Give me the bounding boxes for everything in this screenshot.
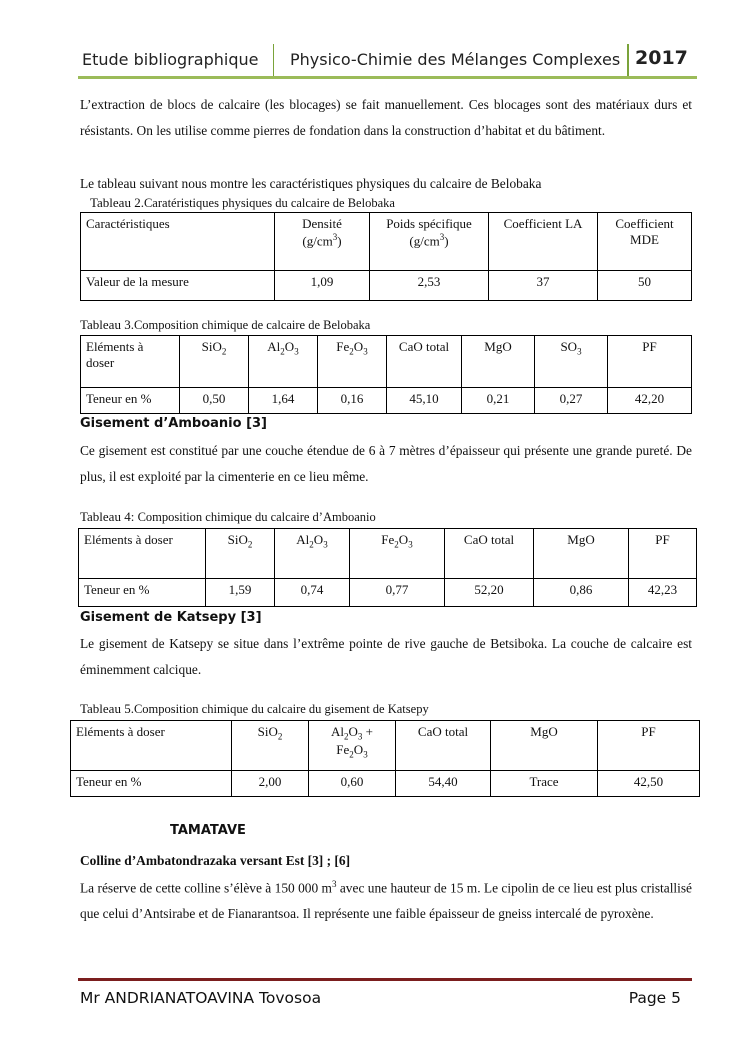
footer-author: Mr ANDRIANATOAVINA Tovosoa (80, 989, 322, 1007)
section-heading: Gisement de Katsepy [3] (80, 610, 262, 625)
footer-rule (78, 978, 692, 981)
table-row (79, 579, 697, 607)
cell: 50 (598, 271, 692, 301)
table-header: MgO (491, 721, 598, 771)
cell: 42,23 (629, 579, 697, 607)
cell: 0,74 (275, 579, 350, 607)
table-row (81, 271, 692, 301)
table-header: CaO total (445, 529, 534, 579)
row-label: Teneur en % (71, 771, 232, 797)
header-divider (273, 44, 274, 78)
header-year: 2017 (635, 47, 688, 69)
footer-page: Page 5 (628, 989, 681, 1007)
header-center: Physico-Chimie des Mélanges Complexes (290, 50, 621, 69)
subheading: Colline d’Ambatondrazaka versant Est [3] ; [6] (80, 853, 351, 868)
table-header: PF (598, 721, 700, 771)
table2-caption: Tableau 2.Caratéristiques physiques du calcaire de Belobaka (90, 195, 395, 210)
cell: 37 (489, 271, 598, 301)
cell: 1,64 (249, 388, 318, 414)
row-label: Teneur en % (81, 388, 180, 414)
table-header: Eléments à doser (81, 336, 180, 388)
table-header: $SO_3$ (535, 336, 608, 388)
cell: 1,59 (206, 579, 275, 607)
table-header: Densité $(g/cm^3)$ (275, 213, 370, 271)
table-header: CaO total (396, 721, 491, 771)
header-rule (78, 76, 697, 79)
table-header: PF (629, 529, 697, 579)
section-heading: TAMATAVE (170, 823, 246, 838)
table-header: SiO$_2$ (232, 721, 309, 771)
table-header: Coefficient MDE (598, 213, 692, 271)
cell: 42,20 (608, 388, 692, 414)
table3-caption: Tableau 3.Composition chimique de calcaire de Belobaka (80, 317, 371, 332)
table3 (80, 335, 692, 414)
table-row (71, 771, 700, 797)
table-header: Eléments à doser (79, 529, 206, 579)
katsepy-paragraph: Le gisement de Katsepy se situe dans l’extrême pointe de rive gauche de Betsiboka. La couche de calcaire est éminemment calcique. (80, 636, 692, 677)
cell: Trace (491, 771, 598, 797)
table4-caption: Tableau 4: Composition chimique du calcaire d’Amboanio (80, 509, 376, 524)
cell: 42,50 (598, 771, 700, 797)
cell: 0,77 (350, 579, 445, 607)
cell: 54,40 (396, 771, 491, 797)
table5-caption: Tableau 5.Composition chimique du calcaire du gisement de Katsepy (80, 701, 429, 716)
row-label: Valeur de la mesure (81, 271, 275, 301)
header-left: Etude bibliographique (82, 50, 259, 69)
table-header: Eléments à doser (71, 721, 232, 771)
cell: 0,60 (309, 771, 396, 797)
cell: 0,21 (462, 388, 535, 414)
cell: 0,27 (535, 388, 608, 414)
table-header: Caractéristiques (81, 213, 275, 271)
cell: 1,09 (275, 271, 370, 301)
table-header: $Al_2O_3$ (249, 336, 318, 388)
table5 (70, 720, 700, 797)
table-header: SiO$_2$ (180, 336, 249, 388)
section-heading: Gisement d’Amboanio [3] (80, 416, 267, 431)
table-row (81, 388, 692, 414)
cell: 45,10 (387, 388, 462, 414)
header-divider-2 (627, 44, 629, 78)
table-header: $Fe_2O_3$ (318, 336, 387, 388)
table-header: $Al_2O_3$ (275, 529, 350, 579)
row-label: Teneur en % (79, 579, 206, 607)
intro-paragraph: L’extraction de blocs de calcaire (les blocages) se fait manuellement. Ces blocages sont des matériaux durs et résistants. On les utilise comme pierres de fondation dans la construction d’habitat et du bâtiment. (80, 97, 692, 138)
cell: 0,50 (180, 388, 249, 414)
cell: 52,20 (445, 579, 534, 607)
table-header: MgO (462, 336, 535, 388)
table2 (80, 212, 692, 301)
cell: 2,00 (232, 771, 309, 797)
table-header: PF (608, 336, 692, 388)
cell: 2,53 (370, 271, 489, 301)
table-header: SiO$_2$ (206, 529, 275, 579)
cell: 0,16 (318, 388, 387, 414)
intro-paragraph-2: Le tableau suivant nous montre les caractéristiques physiques du calcaire de Belobaka (80, 176, 542, 191)
table-header: MgO (534, 529, 629, 579)
table-header: CaO total (387, 336, 462, 388)
table-header: Coefficient LA (489, 213, 598, 271)
cell: 0,86 (534, 579, 629, 607)
tamatave-paragraph: La réserve de cette colline s’élève à 150 000 $m^3$ avec une hauteur de 15 m. Le cipolin de ce lieu est plus cristallisé que celui d’Antsirabe et de Fianarantsoa. Il représente une faible épaisseur de gneiss intercalé de pyroxène. (80, 879, 693, 922)
table-header: Poids spécifique $(g/cm^3)$ (370, 213, 489, 271)
table-header: $Al_2O_3$ + $Fe_2O_3$ (309, 721, 396, 771)
page-header (78, 36, 697, 78)
amboanio-paragraph: Ce gisement est constitué par une couche étendue de 6 à 7 mètres d’épaisseur qui présente une grande pureté. De plus, il est exploité par la cimenterie en ce lieu même. (80, 443, 692, 484)
table-header: $Fe_2O_3$ (350, 529, 445, 579)
table4 (78, 528, 697, 607)
